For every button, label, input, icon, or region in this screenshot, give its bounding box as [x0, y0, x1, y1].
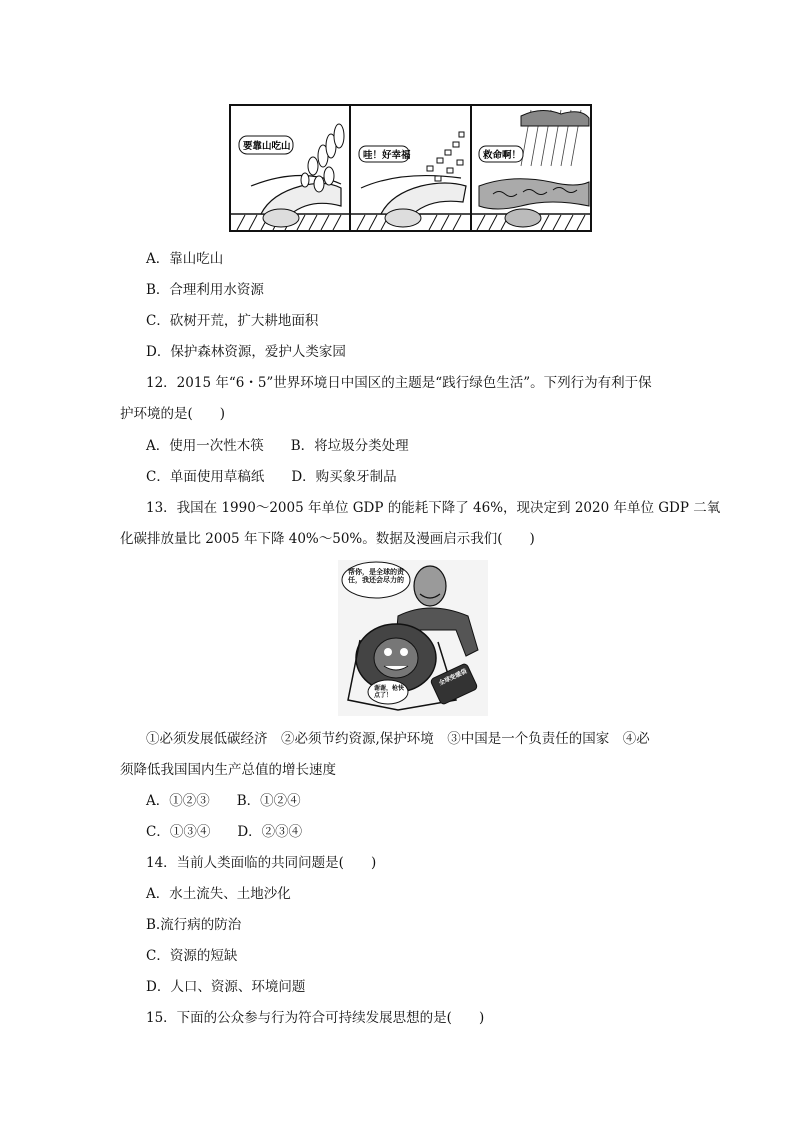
cartoon-bubble1-text: 帮你，是全球的责任，我还会尽力的: [348, 568, 404, 584]
q14-option-d: D．人口、资源、环境问题: [146, 979, 306, 995]
climate-cartoon: [338, 560, 488, 716]
cartoon-strip-drawing: [231, 106, 590, 230]
q13-statements-line2: 须降低我国国内生产总值的增长速度: [120, 762, 336, 778]
panel2-bubble-text: 哇！好幸福: [363, 150, 411, 161]
cartoon-bubble2-text: 谢谢，枪快点了！: [374, 685, 405, 699]
q13-options-line2: C．①③④ D．②③④: [146, 824, 303, 840]
q12-options-line2: C．单面使用草稿纸 D．购买象牙制品: [146, 469, 397, 485]
q11-option-d: D．保护森林资源，爱护人类家园: [146, 344, 346, 360]
q13-stem-line1: 13．我国在 1990～2005 年单位 GDP 的能耗下降了 46%，现决定到 2020 年单位 GDP 二氧: [146, 500, 721, 516]
q12-stem-line1: 12．2015 年“6・5”世界环境日中国区的主题是“践行绿色生活”。下列行为有利于保: [146, 375, 652, 391]
three-panel-cartoon: [229, 104, 592, 232]
q13-options-line1: A．①②③ B．①②④: [146, 793, 301, 809]
q14-option-b: B.流行病的防治: [146, 917, 242, 933]
q11-option-c: C．砍树开荒，扩大耕地面积: [146, 313, 319, 329]
panel3-bubble-text: 救命啊！: [483, 150, 522, 161]
q14-option-a: A．水土流失、土地沙化: [146, 886, 291, 902]
q13-statements-line1: ①必须发展低碳经济 ②必须节约资源,保护环境 ③中国是一个负责任的国家 ④必: [146, 731, 650, 747]
q15-stem: 15．下面的公众参与行为符合可持续发展思想的是( ): [146, 1010, 485, 1026]
q14-option-c: C．资源的短缺: [146, 948, 238, 964]
q11-option-a: A．靠山吃山: [146, 251, 224, 267]
q12-options-line1: A．使用一次性木筷 B．将垃圾分类处理: [146, 438, 409, 454]
q11-option-b: B．合理利用水资源: [146, 282, 264, 298]
panel1-bubble-text: 要靠山吃山: [243, 141, 291, 152]
q14-stem: 14．当前人类面临的共同问题是( ): [146, 855, 377, 871]
cartoon-bag-label: 全球变暖袋: [437, 667, 469, 688]
q12-stem-line2: 护环境的是( ): [120, 406, 226, 422]
q13-stem-line2: 化碳排放量比 2005 年下降 40%～50%。数据及漫画启示我们( ): [120, 531, 535, 547]
